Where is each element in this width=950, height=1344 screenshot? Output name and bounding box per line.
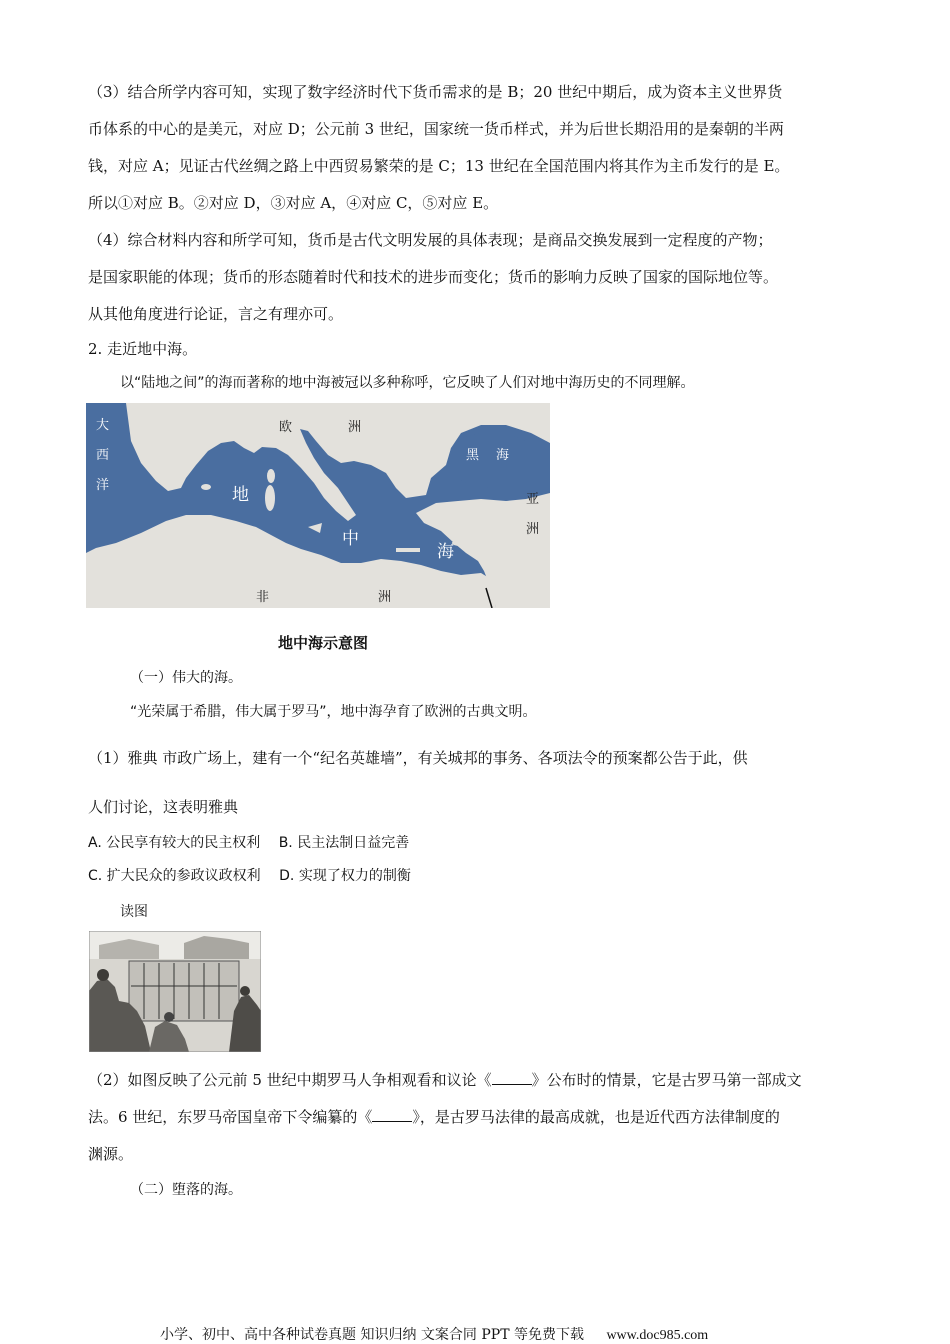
read-figure-label: 读图 — [120, 904, 148, 920]
option-a-text: A. 公民享有较大的民主权利 — [88, 835, 261, 851]
question-2-line2 — [88, 1107, 780, 1127]
text-line: 所以①对应 B。②对应 D，③对应 A，④对应 C，⑤对应 E。 — [88, 194, 499, 212]
question-1-stem: 人们讨论，这表明雅典 — [88, 798, 239, 816]
map-label: 欧 — [279, 420, 293, 435]
footer-text: 小学、初中、高中各种试卷真题 知识归纳 文案合同 PPT 等免费下载 — [160, 1327, 584, 1343]
answer-blank[interactable] — [372, 1107, 412, 1122]
section-1-title: （一）伟大的海。 — [130, 670, 242, 686]
question-2-line1 — [88, 1070, 802, 1090]
question-1-stem: （1）雅典 市政广场上，建有一个“纪名英雄墙”，有关城邦的事务、各项法令的预案都公告于此，供 — [88, 749, 748, 767]
text-line: 是国家职能的体现；货币的形态随着时代和技术的进步而变化；货币的影响力反映了国家的国际地位等。 — [88, 268, 779, 286]
map-label: 非 — [256, 590, 270, 605]
section-2-title: （二）堕落的海。 — [130, 1182, 242, 1198]
text-line: （3）结合所学内容可知，实现了数字经济时代下货币需求的是 B；20 世纪中期后，成为资本主义世界货 — [88, 83, 783, 101]
map-caption: 地中海示意图 — [278, 634, 369, 652]
question-2-line3: 渊源。 — [88, 1145, 134, 1163]
map-label: 地 — [232, 485, 249, 505]
q2-text: （2）如图反映了公元前 5 世纪中期罗马人争相观看和议论《 — [88, 1071, 492, 1089]
q2-text: 法。6 世纪，东罗马帝国皇帝下令编纂的《 — [88, 1108, 373, 1126]
map-island — [267, 469, 275, 483]
map-label: 亚 — [526, 492, 540, 507]
text-line: 币体系的中心的是美元，对应 D；公元前 3 世纪，国家统一货币样式，并为后世长期沿用的是秦朝的半两 — [88, 120, 784, 138]
option-b-text: B. 民主法制日益完善 — [278, 835, 410, 851]
footer-url[interactable]: www.doc985.com — [606, 1328, 709, 1343]
q2-text: 》，是古罗马法律的最高成就，也是近代西方法律制度的 — [412, 1108, 780, 1126]
map-label: 海 — [496, 448, 510, 463]
map-island — [265, 485, 275, 511]
text-line: 从其他角度进行论证，言之有理亦可。 — [88, 305, 344, 323]
map-label: 黑 — [466, 448, 480, 463]
map-label: 洲 — [348, 420, 362, 435]
map-label: 大 — [96, 418, 110, 433]
map-label: 中 — [342, 529, 359, 549]
mediterranean-map — [86, 403, 550, 608]
section-1-quote: “光荣属于希腊，伟大属于罗马”，地中海孕育了欧洲的古典文明。 — [130, 704, 537, 720]
map-label: 洲 — [378, 590, 392, 605]
question-2-title: 2. 走近地中海。 — [88, 340, 198, 358]
map-label: 西 — [96, 448, 110, 463]
twelve-tables-engraving — [89, 931, 261, 1052]
map-label: 洲 — [526, 522, 540, 537]
q2-text: 》公布时的情景，它是古罗马第一部成文 — [531, 1071, 802, 1089]
option-c-text: C. 扩大民众的参政议政权利 — [88, 868, 261, 884]
option-c — [88, 866, 411, 886]
option-d-text: D. 实现了权力的制衡 — [279, 868, 411, 884]
question-2-intro: 以“陆地之间”的海而著称的地中海被冠以多种称呼，它反映了人们对地中海历史的不同理解。 — [120, 375, 695, 391]
map-island — [396, 548, 420, 552]
map-label: 洋 — [96, 478, 110, 493]
answer-blank[interactable] — [492, 1070, 532, 1085]
text-line: 钱，对应 A；见证古代丝绸之路上中西贸易繁荣的是 C；13 世纪在全国范围内将其作为主币发行的是 E。 — [88, 157, 790, 175]
page-footer — [160, 1324, 708, 1344]
map-label: 海 — [437, 542, 454, 562]
text-line: （4）综合材料内容和所学可知，货币是古代文明发展的具体表现；是商品交换发展到一定程度的产物； — [88, 231, 773, 249]
map-island — [201, 484, 211, 490]
map-island — [452, 540, 468, 546]
option-a — [88, 833, 409, 853]
